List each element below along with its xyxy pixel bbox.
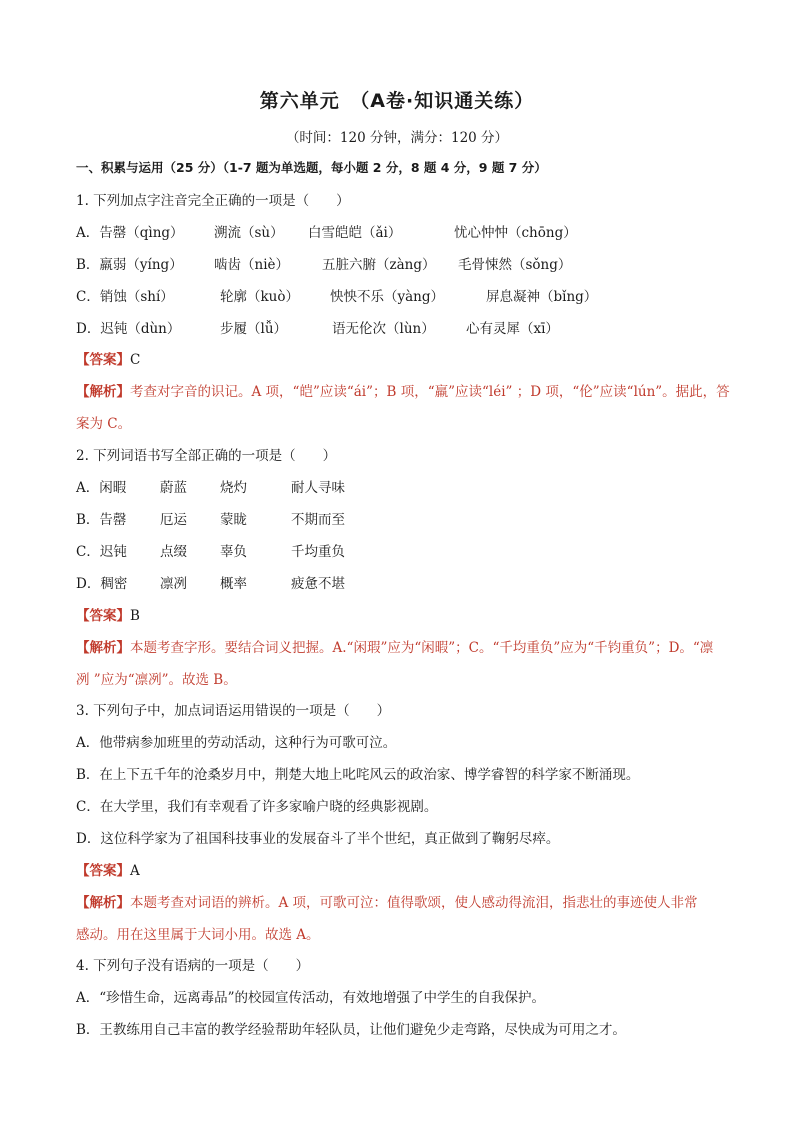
option-cell: 蒙眬 bbox=[220, 512, 247, 528]
analysis-text: 本题考查对词语的辨析。A 项，可歌可泣：值得歌颂，使人感动得流泪，指悲壮的事迹使人非常 bbox=[130, 895, 698, 911]
answer-tag: 【答案】 bbox=[76, 863, 130, 879]
question-1-option-b bbox=[76, 253, 716, 273]
option-cell: A．闲暇 bbox=[76, 480, 127, 496]
question-2-stem: 2. 下列词语书写全部正确的一项是（ ） bbox=[76, 448, 337, 464]
option-cell: 点缀 bbox=[160, 544, 187, 560]
option-cell: B．羸弱（yíng） bbox=[76, 257, 183, 273]
question-4-stem: 4. 下列句子没有语病的一项是（ ） bbox=[76, 958, 310, 974]
option-cell: 轮廓（kuò） bbox=[220, 289, 300, 305]
question-3-stem: 3. 下列句子中，加点词语运用错误的一项是（ ） bbox=[76, 703, 391, 719]
option-cell: 五脏六腑（zàng） bbox=[322, 257, 436, 273]
analysis-text: 本题考查字形。要结合词义把握。A.“闲瑕”应为“闲暇”；C。“千均重负”应为“千钧重负”；D。“凛 bbox=[130, 640, 714, 656]
option-cell: C．销蚀（shí） bbox=[76, 289, 174, 305]
question-3-answer bbox=[76, 859, 140, 879]
option-cell: 不期而至 bbox=[291, 512, 345, 528]
analysis-tag: 【解析】 bbox=[76, 895, 130, 911]
question-3-option-d: D．这位科学家为了祖国科技事业的发展奋斗了半个世纪，真正做到了鞠躬尽瘁。 bbox=[76, 831, 560, 847]
question-3-analysis-cont: 感动。用在这里属于大词小用。故选 A。 bbox=[76, 927, 320, 943]
answer-tag: 【答案】 bbox=[76, 352, 130, 368]
answer-value: B bbox=[130, 608, 140, 624]
exam-info: （时间：120 分钟，满分：120 分） bbox=[285, 130, 509, 146]
question-2-option-b bbox=[76, 508, 716, 528]
option-cell: 蔚蓝 bbox=[160, 480, 187, 496]
question-1-option-c bbox=[76, 285, 716, 305]
question-2-analysis bbox=[76, 636, 713, 656]
option-cell: 白雪皑皑（ǎi） bbox=[308, 225, 402, 241]
option-cell: 啮齿（niè） bbox=[214, 257, 290, 273]
option-cell: 疲惫不堪 bbox=[291, 576, 345, 592]
question-2-option-a bbox=[76, 476, 716, 496]
section-heading: 一、积累与运用（25 分）（1-7 题为单选题，每小题 2 分，8 题 4 分，9 题 7 分） bbox=[76, 160, 547, 175]
question-3-analysis bbox=[76, 891, 698, 911]
analysis-text: 考查对字音的识记。A 项，“皑”应读“ái”；B 项，“羸”应读“léi” ；D 项，“伦”应读“lún”。据此，答 bbox=[130, 384, 730, 400]
option-cell: 辜负 bbox=[220, 544, 247, 560]
option-cell: D．迟钝（dùn） bbox=[76, 321, 181, 337]
question-1-analysis-cont: 案为 C。 bbox=[76, 416, 132, 432]
question-1-option-d bbox=[76, 317, 716, 337]
option-cell: 忧心忡忡（chōng） bbox=[454, 225, 577, 241]
option-cell: 凛冽 bbox=[160, 576, 187, 592]
answer-value: A bbox=[130, 863, 140, 879]
option-cell: 毛骨悚然（sǒng） bbox=[458, 257, 572, 273]
page-title: 第六单元 （A卷·知识通关练） bbox=[259, 90, 535, 112]
question-2-answer bbox=[76, 604, 140, 624]
question-1-analysis bbox=[76, 380, 730, 400]
analysis-tag: 【解析】 bbox=[76, 384, 130, 400]
question-3-option-b: B．在上下五千年的沧桑岁月中，荆楚大地上叱咤风云的政治家、博学睿智的科学家不断涌现。 bbox=[76, 767, 640, 783]
question-2-option-d bbox=[76, 572, 716, 592]
question-2-option-c bbox=[76, 540, 716, 560]
option-cell: 烧灼 bbox=[220, 480, 247, 496]
option-cell: 厄运 bbox=[160, 512, 187, 528]
question-1-stem: 1. 下列加点字注音完全正确的一项是（ ） bbox=[76, 193, 350, 209]
question-1-option-a bbox=[76, 221, 716, 241]
option-cell: C．迟钝 bbox=[76, 544, 127, 560]
option-cell: 耐人寻味 bbox=[291, 480, 345, 496]
question-2-analysis-cont: 冽 ”应为“凛冽”。故选 B。 bbox=[76, 672, 237, 688]
option-cell: 步履（lǚ） bbox=[220, 321, 288, 337]
option-cell: 心有灵犀（xī） bbox=[466, 321, 559, 337]
option-cell: 千均重负 bbox=[291, 544, 345, 560]
answer-value: C bbox=[130, 352, 141, 368]
question-4-option-a: A．“珍惜生命，远离毒品”的校园宣传活动，有效地增强了中学生的自我保护。 bbox=[76, 990, 546, 1006]
analysis-tag: 【解析】 bbox=[76, 640, 130, 656]
option-cell: B．告罄 bbox=[76, 512, 127, 528]
option-cell: 怏怏不乐（yàng） bbox=[330, 289, 445, 305]
answer-tag: 【答案】 bbox=[76, 608, 130, 624]
question-4-option-b: B．王教练用自己丰富的教学经验帮助年轻队员，让他们避免少走弯路，尽快成为可用之才。 bbox=[76, 1022, 626, 1038]
option-cell: 语无伦次（lùn） bbox=[332, 321, 435, 337]
question-3-option-a: A．他带病参加班里的劳动活动，这种行为可歌可泣。 bbox=[76, 735, 397, 751]
question-3-option-c: C．在大学里，我们有幸观看了许多家喻户晓的经典影视剧。 bbox=[76, 799, 438, 815]
option-cell: 溯流（sù） bbox=[214, 225, 284, 241]
question-1-answer bbox=[76, 348, 140, 368]
option-cell: 屏息凝神（bǐng） bbox=[486, 289, 598, 305]
option-cell: 概率 bbox=[220, 576, 247, 592]
option-cell: D．稠密 bbox=[76, 576, 128, 592]
option-cell: A．告罄（qìng） bbox=[76, 225, 184, 241]
